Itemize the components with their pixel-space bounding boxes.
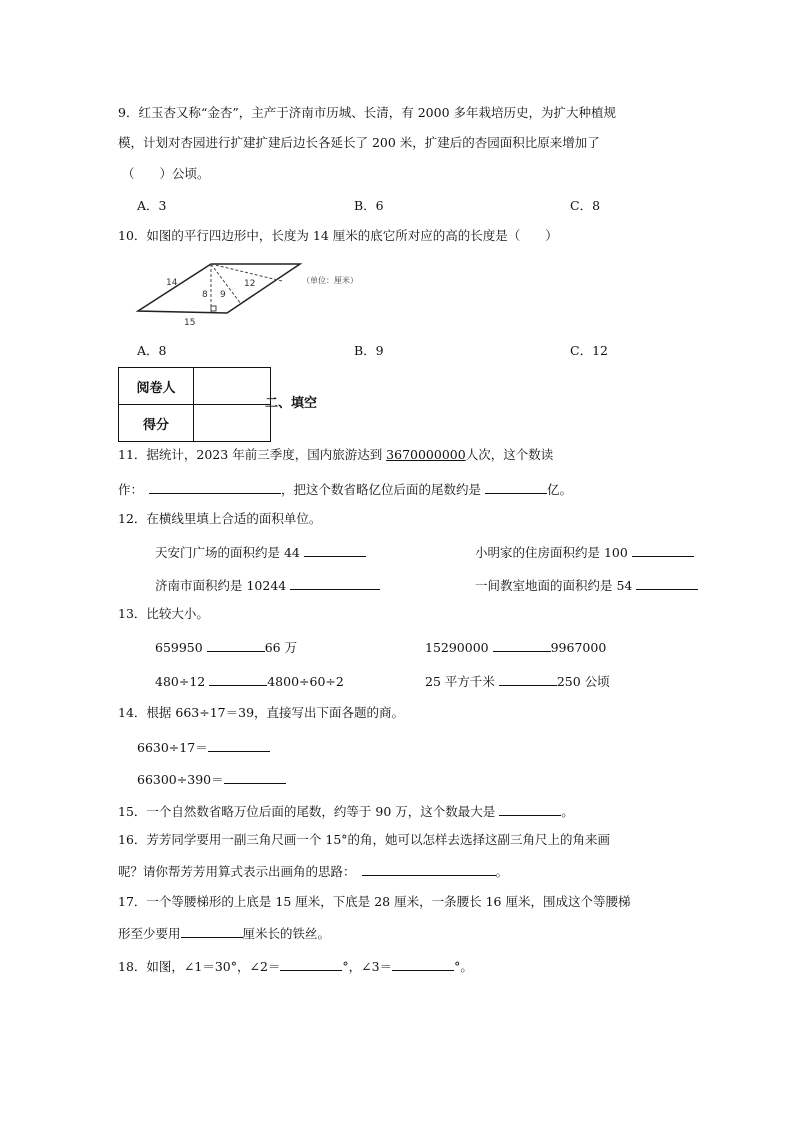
q12-title: 12．在横线里填上合适的面积单位。 xyxy=(118,511,322,526)
q16-end: 。 xyxy=(495,864,509,879)
q12-blank[interactable] xyxy=(290,576,380,590)
reviewer-label: 阅卷人 xyxy=(119,368,194,405)
reviewer-cell[interactable] xyxy=(194,368,271,405)
q17-text: 形至少要用 xyxy=(118,926,181,941)
q11-blank-approx[interactable] xyxy=(485,480,547,494)
q10-option-b: B．9 xyxy=(354,343,384,358)
q12-blank[interactable] xyxy=(632,543,694,557)
q11-text-b: 人次，这个数读 xyxy=(465,447,554,462)
q13-item xyxy=(425,672,610,690)
q18-text-b: °，∠3＝ xyxy=(342,959,393,974)
q13-title: 13．比较大小。 xyxy=(118,606,209,621)
q10-option-a: A．8 xyxy=(137,343,167,358)
q13-right: 9967000 xyxy=(550,640,607,655)
q13-left: 15290000 xyxy=(425,640,493,655)
label-unit: （单位：厘米） xyxy=(302,276,358,285)
q13-blank[interactable] xyxy=(207,638,265,652)
q9-option-a: A．3 xyxy=(137,198,167,213)
q16-blank[interactable] xyxy=(362,862,496,876)
q14-blank[interactable] xyxy=(224,770,286,784)
q18 xyxy=(118,957,473,975)
parallelogram-figure xyxy=(132,255,382,330)
q12-item xyxy=(155,576,380,594)
label-side: 14 xyxy=(166,278,178,288)
q12-item-text: 一间教室地面的面积约是 54 xyxy=(475,578,637,593)
q9-option-b: B．6 xyxy=(354,198,384,213)
q12-blank[interactable] xyxy=(304,543,366,557)
q18-text: 18．如图，∠1＝30°，∠2＝ xyxy=(118,959,281,974)
q11-text: 11．据统计，2023 年前三季度，国内旅游达到 xyxy=(118,447,387,462)
q18-blank-angle2[interactable] xyxy=(280,957,342,971)
q15-end: 。 xyxy=(561,804,574,819)
q12-item xyxy=(475,576,698,594)
q14-expr: 66300÷390＝ xyxy=(137,772,224,787)
q9-line3: （ ）公顷。 xyxy=(122,166,210,181)
q12-blank[interactable] xyxy=(636,576,698,590)
q13-left: 25 平方千米 xyxy=(425,674,499,689)
q12-item xyxy=(155,543,366,561)
q12-item-text: 济南市面积约是 10244 xyxy=(155,578,291,593)
q13-right: 66 万 xyxy=(264,640,298,655)
q9-line2: 模，计划对杏园进行扩建扩建后边长各延长了 200 米，扩建后的杏园面积比原来增加了 xyxy=(118,135,600,150)
q13-item xyxy=(155,672,344,690)
q17-line1: 17．一个等腰梯形的上底是 15 厘米，下底是 28 厘米，一条腰长 16 厘米，围成这个等腰梯 xyxy=(118,894,631,909)
score-cell[interactable] xyxy=(194,405,271,442)
q9-option-c: C．8 xyxy=(570,198,601,213)
q9-line1: 9．红玉杏又称“金杏”，主产于济南市历城、长清，有 2000 多年栽培历史，为扩大种植规 xyxy=(118,105,616,120)
q13-blank[interactable] xyxy=(499,672,557,686)
score-box xyxy=(118,367,271,442)
q16-text: 呢？请你帮芳芳用算式表示出画角的思路： xyxy=(118,864,356,879)
q13-item xyxy=(425,638,606,656)
q18-text-c: °。 xyxy=(454,959,473,974)
q17-blank[interactable] xyxy=(181,924,243,938)
q11-line2 xyxy=(118,480,572,498)
q11-number: 3670000000 xyxy=(386,447,466,462)
q13-right: 250 公顷 xyxy=(556,674,610,689)
q13-blank[interactable] xyxy=(209,672,267,686)
label-h3: 12 xyxy=(244,279,256,289)
q18-blank-angle3[interactable] xyxy=(392,957,454,971)
q17-text-b: 厘米长的铁丝。 xyxy=(242,926,331,941)
q16-line1: 16．芳芳同学要用一副三角尺画一个 15°的角，她可以怎样去选择这副三角尺上的角来画 xyxy=(118,832,611,847)
q10-option-c: C．12 xyxy=(570,343,608,358)
q13-item xyxy=(155,638,297,656)
q12-item xyxy=(475,543,694,561)
q14-item xyxy=(137,738,270,756)
q13-blank[interactable] xyxy=(493,638,551,652)
q14-item xyxy=(137,770,286,788)
label-base: 15 xyxy=(184,318,196,328)
label-h2: 9 xyxy=(220,290,226,300)
q10-line1: 10．如图的平行四边形中，长度为 14 厘米的底它所对应的高的长度是（ ） xyxy=(118,228,558,243)
q16-line2 xyxy=(118,862,508,880)
q17-line2 xyxy=(118,924,330,942)
section-title: 二、填空 xyxy=(265,396,318,411)
q11-text-e: 亿。 xyxy=(547,482,573,497)
q15-blank[interactable] xyxy=(499,802,561,816)
q12-item-text: 小明家的住房面积约是 100 xyxy=(475,545,632,560)
q14-blank[interactable] xyxy=(208,738,270,752)
q13-right: 4800÷60÷2 xyxy=(267,674,344,689)
q15-text: 15．一个自然数省略万位后面的尾数，约等于 90 万，这个数最大是 xyxy=(118,804,500,819)
q13-left: 480÷12 xyxy=(155,674,210,689)
label-h1: 8 xyxy=(202,290,208,300)
q13-left: 659950 xyxy=(155,640,207,655)
q11-line1 xyxy=(118,447,553,463)
q11-text-c: 作： xyxy=(118,482,144,497)
q15 xyxy=(118,802,574,820)
score-label: 得分 xyxy=(119,405,194,442)
q14-title: 14．根据 663÷17＝39，直接写出下面各题的商。 xyxy=(118,705,405,720)
q11-blank-reading[interactable] xyxy=(149,480,281,494)
q12-item-text: 天安门广场的面积约是 44 xyxy=(155,545,304,560)
q14-expr: 6630÷17＝ xyxy=(137,740,208,755)
q11-text-d: ，把这个数省略亿位后面的尾数约是 xyxy=(281,482,485,497)
